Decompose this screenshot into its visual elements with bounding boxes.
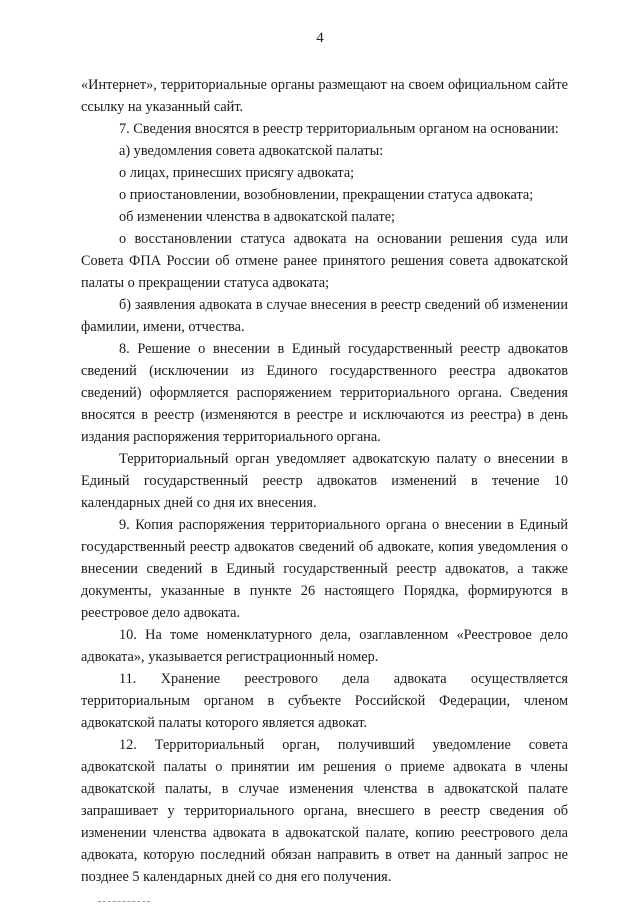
page-number: 4 — [316, 30, 324, 46]
paragraph-intro: «Интернет», территориальные органы размещают на своем официальном сайте ссылку на указанный сайт. — [81, 77, 568, 115]
paragraph-item-9: 9. Копия распоряжения территориального органа о внесении в Единый государственный реестр адвокатов сведений об адвокате, копия уведомления о внесении сведений в Единый государственный реестр адвокатов, а также документы, указанные в пункте 26 настоящего Порядка, формируются в реестровое дело адвоката. — [81, 517, 568, 621]
paragraph-item-8: 8. Решение о внесении в Единый государственный реестр адвокатов сведений (исключении из Единого государственного реестра адвокатов сведений) оформляется распоряжением территориального органа. Сведения вносятся в реестр (изменяются в реестре и исключаются из реестра) в день издания распоряжения территориального органа. — [81, 341, 568, 445]
subitem-status-change: о приостановлении, возобновлении, прекращении статуса адвоката; — [119, 187, 534, 203]
paragraph-item-8-notice: Территориальный орган уведомляет адвокатскую палату о внесении в Единый государственный реестр адвокатов изменений в течение 10 календарных дней со дня их внесения. — [81, 451, 568, 511]
paragraph-item-10: 10. На томе номенклатурного дела, озаглавленном «Реестровое дело адвоката», указывается регистрационный номер. — [81, 627, 568, 665]
paragraph-item-7: 7. Сведения вносятся в реестр территориальным органом на основании: — [119, 121, 559, 137]
subitem-b: б) заявления адвоката в случае внесения в реестр сведений об изменении фамилии, имени, отчества. — [81, 297, 568, 335]
subitem-oath: о лицах, принесших присягу адвоката; — [119, 165, 355, 181]
document-body — [81, 74, 568, 888]
paragraph-item-12: 12. Территориальный орган, получивший уведомление совета адвокатской палаты о принятии им решения о приеме адвоката в члены адвокатской палаты, в случае изменения членства в адвокатской палате запрашивает у территориального органа, внесшего в реестр сведения об изменении членства адвоката в адвокатской палате, копию реестрового дела адвоката, которую последний обязан направить в ответ на данный запрос не позднее 5 календарных дней со дня его получения. — [81, 737, 568, 885]
subitem-restoration: о восстановлении статуса адвоката на основании решения суда или Совета ФПА России об отмене ранее принятого решения совета адвокатской палаты о прекращении статуса адвоката; — [81, 231, 568, 291]
paragraph-item-11: 11. Хранение реестрового дела адвоката осуществляется территориальным органом в субъекте Российской Федерации, членом адвокатской палаты которого является адвокат. — [81, 671, 568, 731]
subitem-membership: об изменении членства в адвокатской палате; — [119, 209, 396, 225]
footer-scan-mark — [98, 901, 150, 903]
subitem-a: а) уведомления совета адвокатской палаты: — [119, 143, 384, 159]
